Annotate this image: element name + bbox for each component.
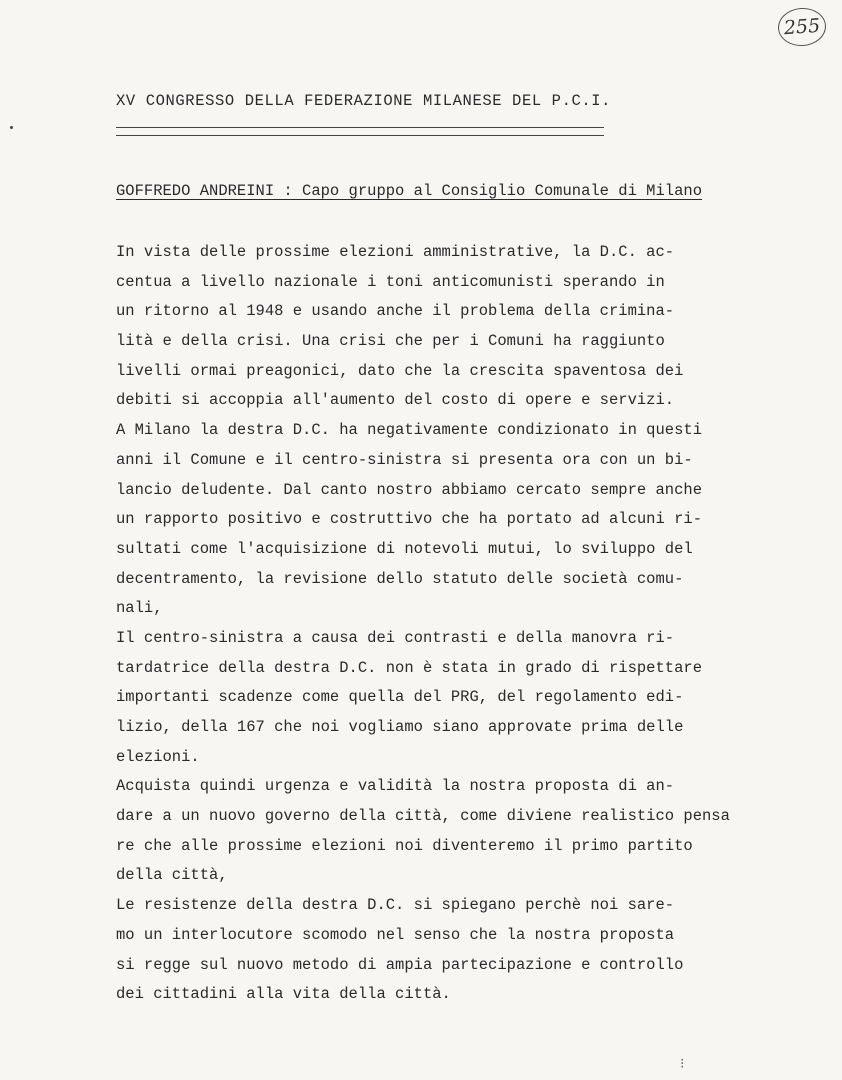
body-line: A Milano la destra D.C. ha negativamente condizionato in questi — [116, 421, 702, 440]
body-line: tardatrice della destra D.C. non è stata in grado di rispettare — [116, 658, 702, 677]
body-text — [116, 238, 816, 1010]
body-line: lizio, della 167 che noi vogliamo siano approvate prima delle — [116, 718, 684, 736]
body-line: Il centro-sinistra a causa dei contrasti e della manovra ri- — [116, 628, 675, 647]
body-line: della città, — [116, 866, 228, 885]
body-line: Le resistenze della destra D.C. si spiegano perchè noi sare- — [116, 896, 675, 915]
body-line: debiti si accoppia all'aumento del costo di opere e servizi. — [116, 391, 675, 410]
margin-mark — [10, 126, 13, 129]
bottom-margin-mark: ⁝ — [680, 1057, 685, 1073]
body-line: elezioni. — [116, 747, 200, 766]
body-line: lancio deludente. Dal canto nostro abbiamo cercato sempre anche — [116, 480, 702, 499]
body-line: dei cittadini alla vita della città. — [116, 985, 451, 1004]
body-line: un rapporto positivo e costruttivo che ha portato ad alcuni ri- — [116, 510, 702, 529]
body-line: un ritorno al 1948 e usando anche il problema della crimina- — [116, 302, 675, 321]
body-line: anni il Comune e il centro-sinistra si presenta ora con un bi- — [116, 450, 693, 469]
body-line: re che alle prossime elezioni noi diventeremo il primo partito — [116, 836, 693, 855]
body-line: lità e della crisi. Una crisi che per i Comuni ha raggiunto — [116, 332, 665, 351]
body-line: Acquista quindi urgenza e validità la nostra proposta di an- — [116, 777, 675, 796]
body-line: importanti scadenze come quella del PRG, del regolamento edi- — [116, 688, 684, 707]
body-line: mo un interlocutore scomodo nel senso che la nostra proposta — [116, 925, 675, 944]
body-line: decentramento, la revisione dello statuto delle società comu- — [116, 569, 684, 588]
page-number-stamp: 255 — [777, 6, 828, 47]
document-heading: XV CONGRESSO DELLA FEDERAZIONE MILANESE DEL P.C.I. — [116, 92, 612, 110]
heading-double-rule — [116, 127, 604, 136]
body-line: nali, — [116, 599, 163, 618]
body-line: In vista delle prossime elezioni amministrative, la D.C. ac- — [116, 243, 675, 261]
body-line: livelli ormai preagonici, dato che la crescita spaventosa dei — [116, 361, 684, 380]
body-line: si regge sul nuovo metodo di ampia partecipazione e controllo — [116, 955, 684, 974]
body-line: sultati come l'acquisizione di notevoli mutui, lo sviluppo del — [116, 539, 693, 558]
body-line: dare a un nuovo governo della città, come diviene realistico pensa — [116, 807, 730, 826]
speaker-subheading: GOFFREDO ANDREINI : Capo gruppo al Consiglio Comunale di Milano — [116, 182, 702, 200]
body-line: centua a livello nazionale i toni anticomunisti sperando in — [116, 272, 665, 291]
